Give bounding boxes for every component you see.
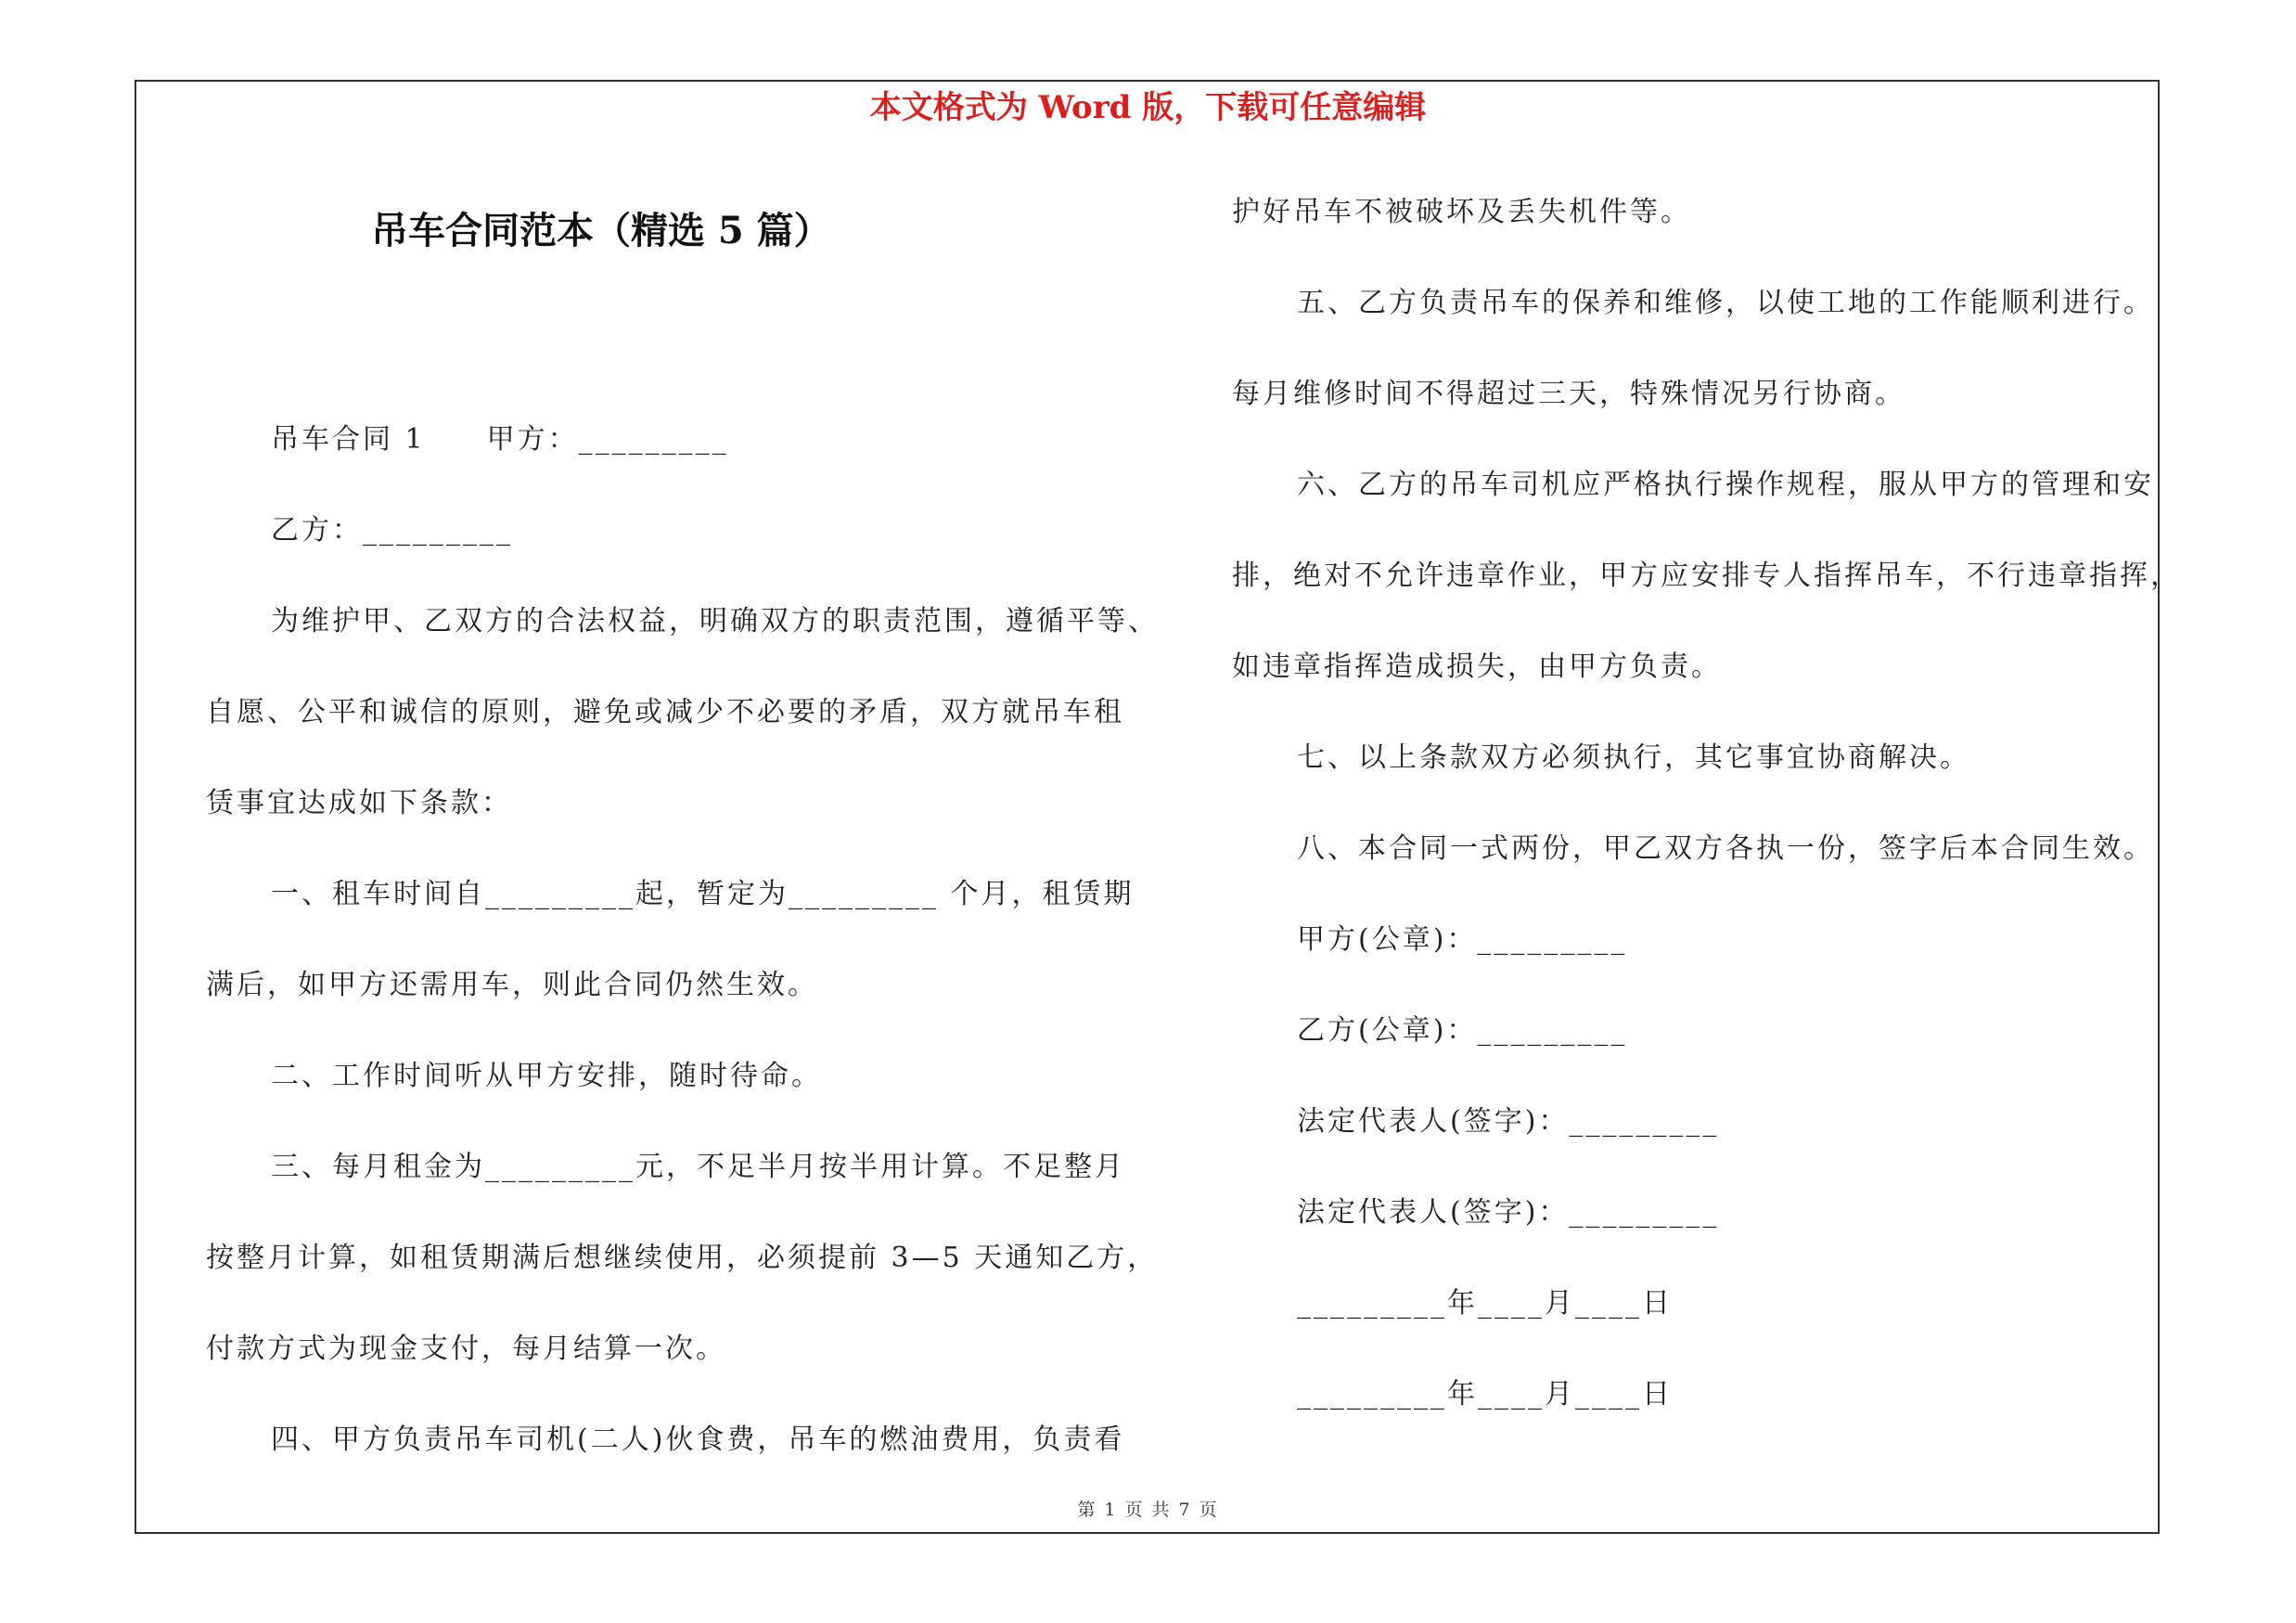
date-line: _________年____月____日 xyxy=(1297,1378,1673,1410)
clause-line: 按整月计算，如租赁期满后想继续使用，必须提前 3—5 天通知乙方， xyxy=(206,1242,1159,1274)
clause-line: 护好吊车不被破坏及丢失机件等。 xyxy=(1232,196,1691,228)
clause-line: 三、每月租金为_________元，不足半月按半用计算。不足整月 xyxy=(271,1151,1125,1183)
page-number: 第 1 页 共 7 页 xyxy=(1077,1500,1219,1520)
preamble-line: 为维护甲、乙双方的合法权益，明确双方的职责范围，遵循平等、 xyxy=(271,605,1159,638)
right-column xyxy=(1232,167,2181,1440)
clause-line: 如违章指挥造成损失，由甲方负责。 xyxy=(1232,650,1722,683)
preamble-line: 赁事宜达成如下条款： xyxy=(206,787,512,819)
clause-line: 每月维修时间不得超过三天，特殊情况另行协商。 xyxy=(1232,378,1905,410)
clause-line: 四、甲方负责吊车司机(二人)伙食费，吊车的燃油费用，负责看 xyxy=(271,1423,1125,1456)
clause-line: 八、本合同一式两份，甲乙双方各执一份，签字后本合同生效。 xyxy=(1297,832,2154,865)
signature-line: 法定代表人(签字)：_________ xyxy=(1297,1105,1720,1138)
signature-line: 甲方(公章)：_________ xyxy=(1297,923,1628,956)
clause-line: 一、租车时间自_________起，暂定为_________ 个月，租赁期 xyxy=(271,878,1135,910)
signature-line: 法定代表人(签字)：_________ xyxy=(1297,1196,1720,1229)
date-line: _________年____月____日 xyxy=(1297,1287,1673,1320)
preamble-line: 自愿、公平和诚信的原则，避免或减少不必要的矛盾，双方就吊车租 xyxy=(206,696,1124,728)
contract-party-a-line: 吊车合同 1 甲方：_________ xyxy=(271,423,729,456)
left-column xyxy=(206,394,1159,1486)
clause-line: 二、工作时间听从甲方安排，随时待命。 xyxy=(271,1060,822,1092)
document-title: 吊车合同范本（精选 5 篇） xyxy=(371,209,831,252)
clause-line: 六、乙方的吊车司机应严格执行操作规程，服从甲方的管理和安 xyxy=(1297,469,2154,501)
signature-line: 乙方(公章)：_________ xyxy=(1297,1014,1628,1047)
clause-line: 五、乙方负责吊车的保养和维修，以使工地的工作能顺利进行。 xyxy=(1297,287,2154,319)
format-banner: 本文格式为 Word 版，下载可任意编辑 xyxy=(869,89,1427,126)
contract-party-b-line: 乙方：_________ xyxy=(271,514,513,547)
clause-line: 付款方式为现金支付，每月结算一次。 xyxy=(206,1333,726,1365)
clause-line: 七、以上条款双方必须执行，其它事宜协商解决。 xyxy=(1297,741,1970,774)
clause-line: 排，绝对不允许违章作业，甲方应安排专人指挥吊车，不行违章指挥， xyxy=(1232,560,2181,592)
clause-line: 满后，如甲方还需用车，则此合同仍然生效。 xyxy=(206,969,818,1001)
